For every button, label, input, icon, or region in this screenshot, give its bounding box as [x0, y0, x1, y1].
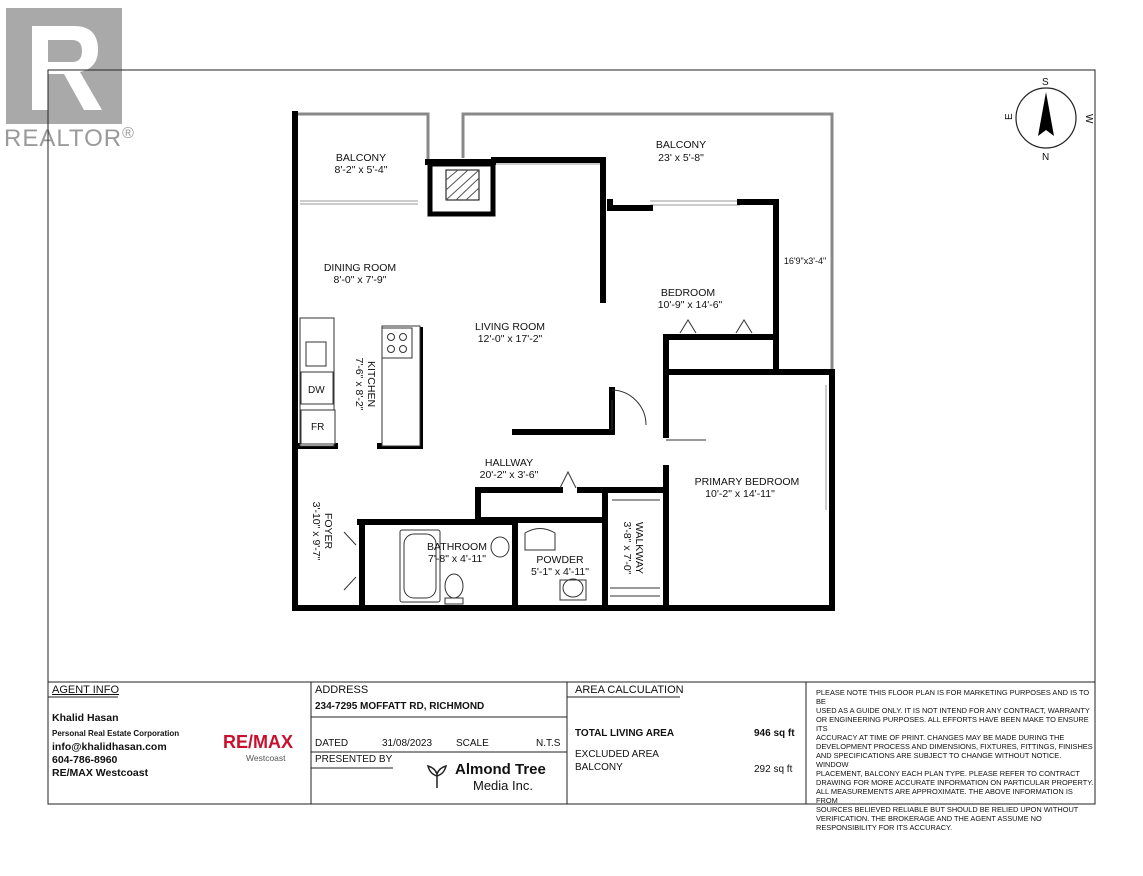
bathroom-dims: 7'-8" x 4'-11" [428, 553, 486, 565]
balcony-area-label: BALCONY [575, 762, 623, 773]
foyer-name: FOYER [322, 512, 334, 550]
swing-doors [612, 390, 706, 440]
disclaimer-line: OR ENGINEERING PURPOSES. ALL EFFORTS HAVE BEEN MAKE TO ENSURE ITS [816, 715, 1089, 733]
balcony-side-dims: 16'9"x3'-4" [783, 256, 827, 266]
disclaimer-line: PLACEMENT, BALCONY EACH PLAN TYPE. PLEASE REFER TO CONTRACT [816, 769, 1080, 778]
balcony-area-value: 292 sq ft [754, 764, 793, 775]
dated-label: DATED [315, 738, 349, 749]
powder-sink-icon [563, 579, 583, 597]
compass-e: E [1004, 113, 1015, 120]
bedroom-name: BEDROOM [660, 287, 716, 299]
disclaimer-line: ACCURACY AT TIME OF PRINT. CHANGES MAY BE MADE DURING THE [816, 733, 1065, 742]
agent-email[interactable]: info@khalidhasan.com [52, 741, 167, 753]
fireplace [430, 164, 493, 214]
disclaimer-line: DEVELOPMENT PROCESS AND DIMENSIONS, FIXTURES, FITTINGS, FINISHES [816, 742, 1093, 751]
agent-phone: 604-786-8960 [52, 754, 118, 766]
sink-icon [306, 342, 326, 366]
address-header: ADDRESS [315, 684, 369, 696]
excluded-label: EXCLUDED AREA [575, 749, 659, 760]
realtor-mark: ® [122, 125, 135, 142]
agent-title: Personal Real Estate Corporation [52, 729, 180, 738]
remax-logo: RE/MAX [223, 732, 294, 752]
almond-line2: Media Inc. [473, 778, 533, 793]
disclaimer-line: PLEASE NOTE THIS FLOOR PLAN IS FOR MARKETING PURPOSES AND IS TO BE [816, 688, 1090, 706]
dining-name: DINING ROOM [323, 262, 397, 274]
toilet-icon [445, 574, 463, 598]
disclaimer-line: SOURCES BELIEVED RELIABLE BUT SHOULD BE RELIED UPON WITHOUT [816, 805, 1079, 814]
primary-name: PRIMARY BEDROOM [694, 476, 800, 488]
disclaimer-line: ALL MEASUREMENTS ARE APPROXIMATE. THE ABOVE INFORMATION IS FROM [816, 787, 1073, 805]
bedroom-dims: 10'-9" x 14'-6" [657, 299, 723, 311]
total-label: TOTAL LIVING AREA [575, 728, 675, 739]
balcony-left-dims: 8'-2" x 5'-4" [334, 164, 388, 176]
bath-sink-icon [491, 537, 509, 557]
living-dims: 12'-0" x 17'-2" [477, 333, 543, 345]
powder-toilet-icon [525, 529, 555, 551]
kitchen-name: KITCHEN [365, 360, 377, 408]
agent-brokerage: RE/MAX Westcoast [52, 767, 149, 779]
almond-tree-icon [426, 762, 448, 788]
remax-sub: Westcoast [246, 753, 286, 763]
agent-header: AGENT INFO [52, 684, 120, 696]
dated-value: 31/08/2023 [382, 738, 433, 749]
walkway-dims: 3'-8" x 7'-0" [621, 521, 633, 575]
disclaimer-line: AND SPECIFICATIONS ARE SUBJECT TO CHANGE WITHOUT NOTICE. WINDOW [816, 751, 1062, 769]
compass-s: S [1042, 77, 1049, 88]
disclaimer-line: VERIFICATION. THE BROKERAGE AND THE AGENT ASSUME NO [816, 814, 1042, 823]
cooktop-icon [382, 328, 412, 358]
hallway-name: HALLWAY [484, 457, 534, 469]
hallway-dims: 20'-2" x 3'-6" [479, 469, 539, 481]
total-value: 946 sq ft [754, 728, 795, 739]
disclaimer-line: RESPONSIBILITY FOR ITS ACCURACY. [816, 823, 953, 832]
primary-dims: 10'-2" x 14'-11" [705, 488, 775, 500]
presented-label: PRESENTED BY [315, 754, 393, 765]
area-header: AREA CALCULATION [575, 684, 684, 696]
dishwasher-label: DW [308, 385, 325, 396]
powder-name: POWDER [536, 554, 584, 566]
walkway-name: WALKWAY [633, 521, 645, 575]
bathroom-name: BATHROOM [427, 541, 487, 553]
fridge-label: FR [311, 422, 325, 433]
agent-name: Khalid Hasan [52, 712, 119, 724]
powder-dims: 5'-1" x 4'-11" [531, 566, 589, 578]
almond-line1: Almond Tree [455, 761, 546, 778]
dining-dims: 8'-0" x 7'-9" [333, 274, 387, 286]
disclaimer-line: DRAWING FOR MORE ACCURATE INFORMATION ON PARTICULAR PROPERTY. [816, 778, 1094, 787]
realtor-word: REALTOR [4, 125, 123, 152]
balcony-right-dims: 23' x 5'-8" [658, 152, 704, 164]
living-name: LIVING ROOM [474, 321, 546, 333]
compass-n: N [1042, 152, 1050, 163]
disclaimer-line: USED AS A GUIDE ONLY. IT IS NOT INTEND FOR ANY CONTRACT, WARRANTY [816, 706, 1090, 715]
scale-value: N.T.S [536, 738, 561, 749]
compass-rose [1016, 88, 1076, 148]
compass-w: W [1083, 114, 1094, 124]
balcony-right-name: BALCONY [655, 139, 707, 151]
balcony-left-name: BALCONY [335, 152, 387, 164]
kitchen-dims: 7'-6" x 8'-2" [353, 357, 365, 411]
scale-label: SCALE [456, 738, 489, 749]
foyer-dims: 3'-10" x 9'-7" [310, 501, 322, 561]
title-block [48, 682, 1095, 832]
disclaimer [816, 688, 1094, 832]
address-value: 234-7295 MOFFATT RD, RICHMOND [315, 701, 485, 712]
